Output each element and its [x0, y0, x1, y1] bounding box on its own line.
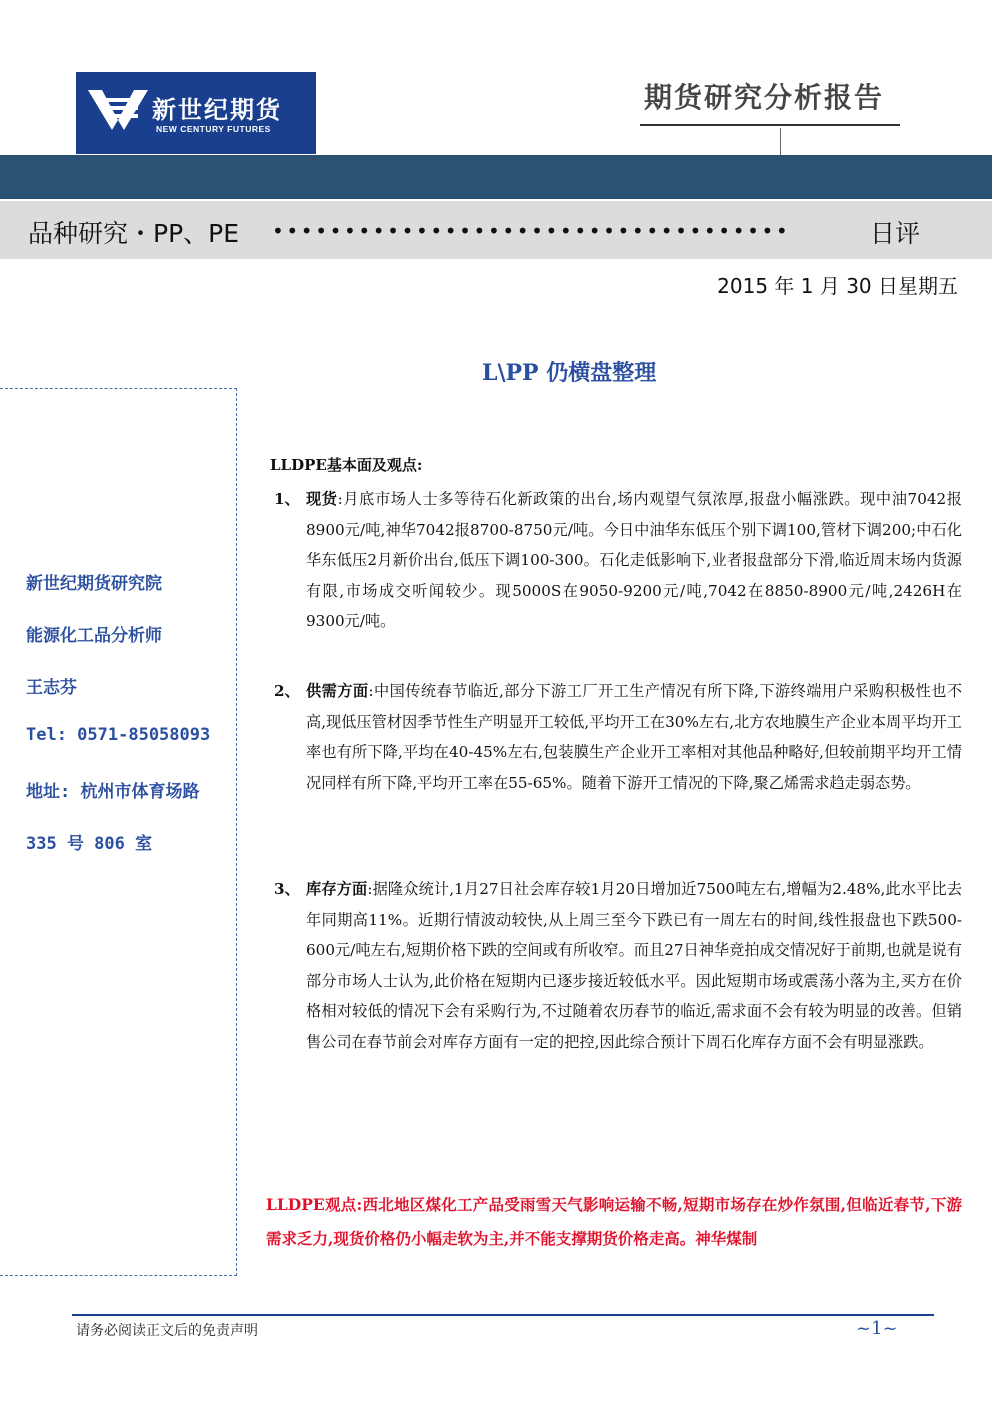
document-title: L\PP 仍横盘整理 [482, 360, 657, 386]
item-text: :据隆众统计,1月27日社会库存较1月20日增加近7500吨左右,增幅为2.48%,此水平比去年同期高11%。近期行情波动较快,从上周三至今下跌已有一周左右的时间,线性报盘也下跌500-600元/吨左右,短期价格下跌的空间或有所收窄。而且27日神华竞拍成交情况好于前期,也就是说有部分市场人士认为,此价格在短期内已逐步接近较低水平。因此短期市场或震荡小落为主,买方在价格相对较低的情况下会有采购行为,不过随着农历春节的临近,需求面不会有较为明显的改善。但销售公司在春节前会对库存方面有一定的把控,因此综合预计下周石化库存方面不会有明显涨跌。 [306, 880, 963, 1051]
lldpe-opinion: LLDPE观点:西北地区煤化工产品受雨雪天气影响运输不畅,短期市场存在炒作氛围,但临近春节,下游需求乏力,现货价格仍小幅走软为主,并不能支撑期货价格走高。神华煤制 [266, 1195, 962, 1248]
paragraph-supply-demand [274, 676, 963, 798]
sidebar-role: 能源化工品分析师 [26, 626, 162, 646]
sidebar-institute: 新世纪期货研究院 [26, 574, 162, 594]
sidebar-tel: Tel: 0571-85058093 [26, 725, 211, 745]
item-number: 3、 [274, 880, 300, 898]
item-lead: 现货 [306, 490, 338, 508]
company-logo [76, 72, 316, 154]
item-number: 1、 [274, 490, 300, 508]
item-lead: 库存方面 [306, 880, 368, 898]
item-number: 2、 [274, 682, 300, 700]
section-title: 品种研究・PP、PE [28, 219, 240, 248]
sidebar-name: 王志芬 [26, 678, 77, 698]
item-text: :月底市场人士多等待石化新政策的出台,场内观望气氛浓厚,报盘小幅涨跌。现中油7042报8900元/吨,神华7042报8700-8750元/吨。今日中油华东低压个别下调100,管材下调200;中石化华东低压2月新价出台,低压下调100-300。石化走低影响下,业者报盘部分下滑,临近周末场内货源有限,市场成交听闻较少。现5000S在9050-9200元/吨,7042在8850-8900元/吨,2426H在9300元/吨。 [306, 490, 962, 630]
report-date: 2015 年 1 月 30 日星期五 [717, 274, 958, 298]
paragraph-spot [274, 484, 962, 637]
logo-mark-icon [88, 90, 148, 134]
sidebar-address-2: 335 号 806 室 [26, 834, 153, 854]
report-type: 期货研究分析报告 [644, 81, 885, 114]
analyst-sidebar [0, 388, 237, 1276]
item-text: :中国传统春节临近,部分下游工厂开工生产情况有所下降,下游终端用户采购积极性也不高,现低压管材因季节性生产明显开工较低,平均开工在30%左右,北方农地膜生产企业本周平均开工率也有所下降,平均在40-45%左右,包装膜生产企业开工率相对其他品种略好,但较前期平均开工情况同样有所下降,平均开工率在55-65%。随着下游开工情况的下降,聚乙烯需求趋走弱态势。 [306, 682, 963, 792]
page-number: ~1~ [856, 1318, 898, 1339]
report-type-rule [640, 124, 900, 126]
header-band [0, 155, 992, 199]
footer-rule [72, 1314, 934, 1316]
logo-en-text: NEW CENTURY FUTURES [156, 124, 271, 134]
disclaimer-note: 请务必阅读正文后的免责声明 [76, 1323, 258, 1339]
sidebar-address-1: 地址: 杭州市体育场路 [26, 782, 200, 802]
section-dot-leader: •••••••••••••••••••••••••••••••••••• [272, 219, 791, 243]
item-lead: 供需方面 [306, 682, 369, 700]
paragraph-inventory [274, 874, 963, 1057]
body-heading: LLDPE基本面及观点: [270, 456, 423, 474]
report-type-tick [780, 128, 781, 156]
section-type: 日评 [870, 219, 921, 248]
logo-cn-text: 新世纪期货 [152, 96, 282, 124]
